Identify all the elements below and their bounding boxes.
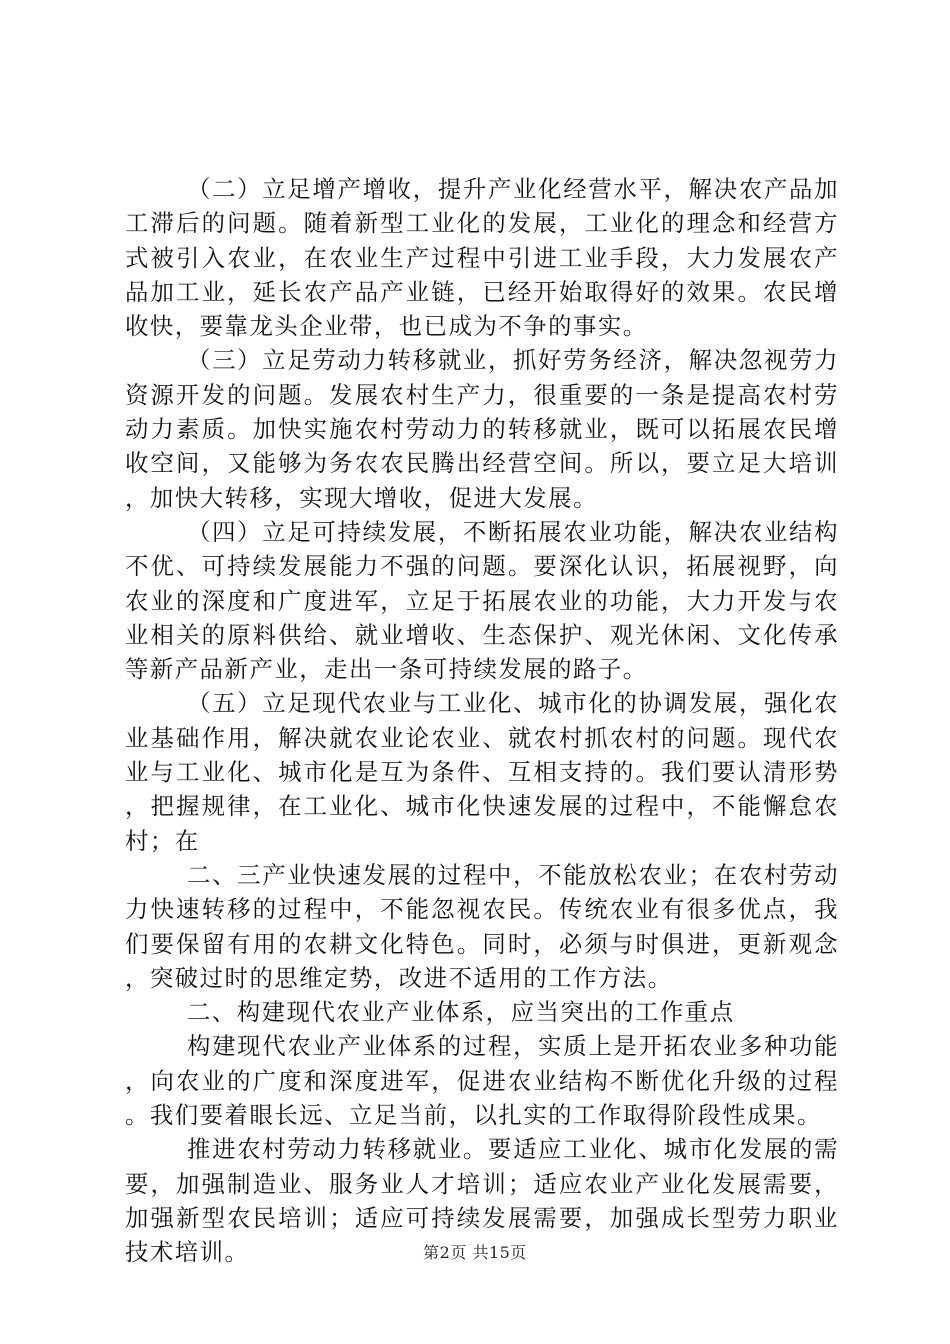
page-footer: 第2页 共15页 [423,1243,527,1262]
paragraph-3: （三）立足劳动力转移就业，抓好劳务经济，解决忽视劳力资源开发的问题。发展农村生产力，很重要的一条是提高农村劳动力素质。加快实施农村劳动力的转移就业，既可以拓展农民增收空间，又能够为务农农民腾出经营空间。所以，要立足大培训，加快大转移，实现大增收，促进大发展。 [125,346,839,512]
paragraph-labor-transfer: 推进农村劳动力转移就业。要适应工业化、城市化发展的需要，加强制造业、服务业人才培训；适应农业产业化发展需要，加强新型农民培训；适应可持续发展需要，加强成长型劳力职业技术培训。 [125,1135,839,1267]
document-body [125,172,839,1270]
section-heading: 二、构建现代农业产业体系，应当突出的工作重点 [187,998,735,1027]
paragraph-section-intro: 构建现代农业产业体系的过程，实质上是开拓农业多种功能，向农业的广度和深度进军，促进农业结构不断优化升级的过程。我们要着眼长远、立足当前，以扎实的工作取得阶段性成果。 [125,1032,839,1130]
paragraph-continuation: 二、三产业快速发展的过程中，不能放松农业；在农村劳动力快速转移的过程中，不能忽视农民。传统农业有很多优点，我们要保留有用的农耕文化特色。同时，必须与时俱进，更新观念，突破过时的思维定势，改进不适用的工作方法。 [125,860,839,992]
paragraph-4: （四）立足可持续发展，不断拓展农业功能，解决农业结构不优、可持续发展能力不强的问题。要深化认识，拓展视野，向农业的深度和广度进军，立足于拓展农业的功能，大力开发与农业相关的原料供给、就业增收、生态保护、观光休闲、文化传承等新产品新产业，走出一条可持续发展的路子。 [125,517,839,684]
paragraph-2: （二）立足增产增收，提升产业化经营水平，解决农产品加工滞后的问题。随着新型工业化的发展，工业化的理念和经营方式被引入农业，在农业生产过程中引进工业手段，大力发展农产品加工业，延长农产品产业链，已经开始取得好的效果。农民增收快，要靠龙头企业带，也已成为不争的事实。 [125,175,839,341]
paragraph-5: （五）立足现代农业与工业化、城市化的协调发展，强化农业基础作用，解决就农业论农业、就农村抓农村的问题。现代农业与工业化、城市化是互为条件、互相支持的。我们要认清形势，把握规律，在工业化、城市化快速发展的过程中，不能懈怠农村；在 [125,689,839,855]
